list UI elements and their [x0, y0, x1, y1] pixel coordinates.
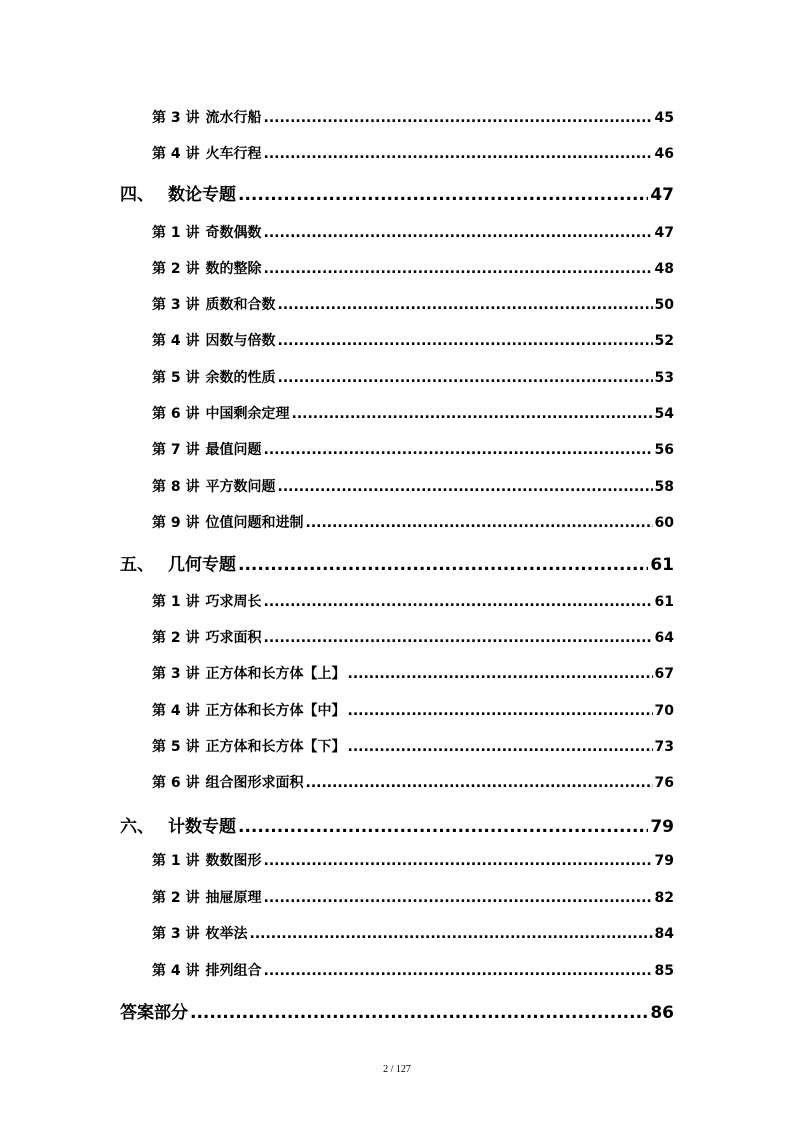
toc-entry-page: 52 — [654, 333, 674, 349]
toc-entry-page: 61 — [654, 594, 674, 610]
toc-entry-title: 火车行程 — [205, 146, 262, 162]
toc-entry-page: 48 — [654, 261, 674, 277]
toc-entry-number: 第 3 讲 — [152, 297, 200, 313]
toc-entry-title: 因数与倍数 — [205, 333, 276, 349]
toc-entry[interactable] — [152, 367, 674, 387]
toc-entry-page: 86 — [650, 1003, 674, 1023]
dot-leader — [264, 630, 653, 646]
toc-entry[interactable] — [152, 627, 674, 647]
toc-entry-title: 位值问题和进制 — [205, 515, 304, 531]
toc-entry-page: 85 — [654, 963, 674, 979]
toc-entry-page: 79 — [650, 817, 674, 837]
toc-entry-number: 第 4 讲 — [152, 146, 200, 162]
toc-entry[interactable] — [152, 439, 674, 459]
dot-leader — [264, 963, 653, 979]
toc-entry-page: 79 — [654, 853, 674, 869]
toc-entry-number: 第 9 讲 — [152, 515, 200, 531]
toc-entry-page: 45 — [654, 110, 674, 126]
toc-entry[interactable] — [152, 700, 674, 720]
toc-entry-number: 第 3 讲 — [152, 926, 200, 942]
toc-entry-title: 计数专题 — [168, 817, 236, 837]
dot-leader — [292, 406, 653, 422]
toc-entry[interactable] — [152, 736, 674, 756]
toc-entry-page: 47 — [650, 185, 674, 205]
toc-entry-page: 60 — [654, 515, 674, 531]
toc-entry-title: 数数图形 — [205, 853, 262, 869]
dot-leader — [264, 146, 653, 162]
dot-leader — [238, 817, 648, 837]
dot-leader — [348, 666, 653, 682]
toc-entry-title: 流水行船 — [205, 110, 262, 126]
toc-entry-number: 第 2 讲 — [152, 261, 200, 277]
toc-entry-title: 正方体和长方体【中】 — [205, 703, 346, 719]
dot-leader — [348, 703, 653, 719]
toc-entry[interactable] — [152, 887, 674, 907]
toc-entry-number: 六、 — [120, 817, 154, 837]
dot-leader — [348, 739, 653, 755]
toc-entry-title: 答案部分 — [120, 1003, 188, 1023]
dot-leader — [278, 370, 653, 386]
toc-entry-title: 抽屉原理 — [205, 890, 262, 906]
toc-entry-page: 54 — [654, 406, 674, 422]
toc-entry[interactable] — [152, 591, 674, 611]
toc-entry-number: 第 4 讲 — [152, 963, 200, 979]
toc-entry-title: 数的整除 — [205, 261, 262, 277]
toc-entry-title: 几何专题 — [168, 555, 236, 575]
toc-entry-number: 第 3 讲 — [152, 110, 200, 126]
toc-entry[interactable] — [152, 923, 674, 943]
toc-entry-page: 82 — [654, 890, 674, 906]
toc-entry-title: 平方数问题 — [205, 479, 276, 495]
toc-entry-title: 正方体和长方体【下】 — [205, 739, 346, 755]
toc-entry-page: 73 — [654, 739, 674, 755]
toc-entry-number: 第 6 讲 — [152, 775, 200, 791]
toc-entry[interactable] — [152, 476, 674, 496]
toc-section[interactable] — [120, 998, 674, 1023]
toc-entry-page: 61 — [650, 555, 674, 575]
toc-entry-page: 56 — [654, 442, 674, 458]
dot-leader — [264, 225, 653, 241]
toc-entry-title: 正方体和长方体【上】 — [205, 666, 346, 682]
toc-entry-title: 巧求周长 — [205, 594, 262, 610]
dot-leader — [306, 775, 653, 791]
dot-leader — [264, 594, 653, 610]
toc-entry-title: 最值问题 — [205, 442, 262, 458]
toc-entry[interactable] — [152, 222, 674, 242]
toc-entry-page: 58 — [654, 479, 674, 495]
toc-entry-title: 中国剩余定理 — [205, 406, 290, 422]
dot-leader — [238, 185, 648, 205]
toc-entry[interactable] — [152, 294, 674, 314]
toc-entry-title: 余数的性质 — [205, 370, 276, 386]
dot-leader — [264, 110, 653, 126]
toc-entry-number: 五、 — [120, 555, 154, 575]
toc-entry-page: 76 — [654, 775, 674, 791]
toc-entry[interactable] — [152, 512, 674, 532]
toc-entry-number: 第 3 讲 — [152, 666, 200, 682]
dot-leader — [278, 479, 653, 495]
toc-entry[interactable] — [152, 772, 674, 792]
toc-entry-page: 67 — [654, 666, 674, 682]
toc-entry-number: 第 8 讲 — [152, 479, 200, 495]
toc-entry-number: 第 1 讲 — [152, 594, 200, 610]
toc-entry-number: 四、 — [120, 185, 154, 205]
toc-entry-page: 70 — [654, 703, 674, 719]
toc-entry-number: 第 2 讲 — [152, 630, 200, 646]
toc-entry-title: 排列组合 — [205, 963, 262, 979]
toc-entry-number: 第 2 讲 — [152, 890, 200, 906]
toc-entry-page: 64 — [654, 630, 674, 646]
toc-entry[interactable] — [152, 107, 674, 127]
toc-entry-number: 第 5 讲 — [152, 370, 200, 386]
toc-entry-page: 47 — [654, 225, 674, 241]
toc-entry-title: 质数和合数 — [205, 297, 276, 313]
toc-entry[interactable] — [152, 143, 674, 163]
dot-leader — [264, 261, 653, 277]
toc-entry[interactable] — [152, 850, 674, 870]
dot-leader — [264, 890, 653, 906]
toc-entry-page: 46 — [654, 146, 674, 162]
toc-entry[interactable] — [152, 663, 674, 683]
dot-leader — [264, 853, 653, 869]
dot-leader — [306, 515, 653, 531]
toc-section[interactable] — [120, 180, 674, 205]
dot-leader — [250, 926, 653, 942]
toc-entry-number: 第 7 讲 — [152, 442, 200, 458]
toc-entry-number: 第 4 讲 — [152, 703, 200, 719]
toc-entry-title: 巧求面积 — [205, 630, 262, 646]
toc-section[interactable] — [120, 550, 674, 575]
toc-entry-number: 第 6 讲 — [152, 406, 200, 422]
page-number: 2 / 127 — [383, 1064, 411, 1075]
toc-entry-number: 第 4 讲 — [152, 333, 200, 349]
dot-leader — [264, 442, 653, 458]
toc-entry-page: 50 — [654, 297, 674, 313]
toc-entry-title: 枚举法 — [205, 926, 248, 942]
toc-entry-number: 第 5 讲 — [152, 739, 200, 755]
toc-entry[interactable] — [152, 258, 674, 278]
dot-leader — [278, 333, 653, 349]
toc-section[interactable] — [120, 812, 674, 837]
toc-entry-number: 第 1 讲 — [152, 225, 200, 241]
toc-entry-title: 组合图形求面积 — [205, 775, 304, 791]
toc-entry-title: 数论专题 — [168, 185, 236, 205]
dot-leader — [238, 555, 648, 575]
toc-entry-number: 第 1 讲 — [152, 853, 200, 869]
dot-leader — [190, 1003, 648, 1023]
toc-entry-title: 奇数偶数 — [205, 225, 262, 241]
toc-entry[interactable] — [152, 403, 674, 423]
toc-entry[interactable] — [152, 330, 674, 350]
dot-leader — [278, 297, 653, 313]
toc-entry-page: 53 — [654, 370, 674, 386]
toc-entry-page: 84 — [654, 926, 674, 942]
toc-entry[interactable] — [152, 960, 674, 980]
